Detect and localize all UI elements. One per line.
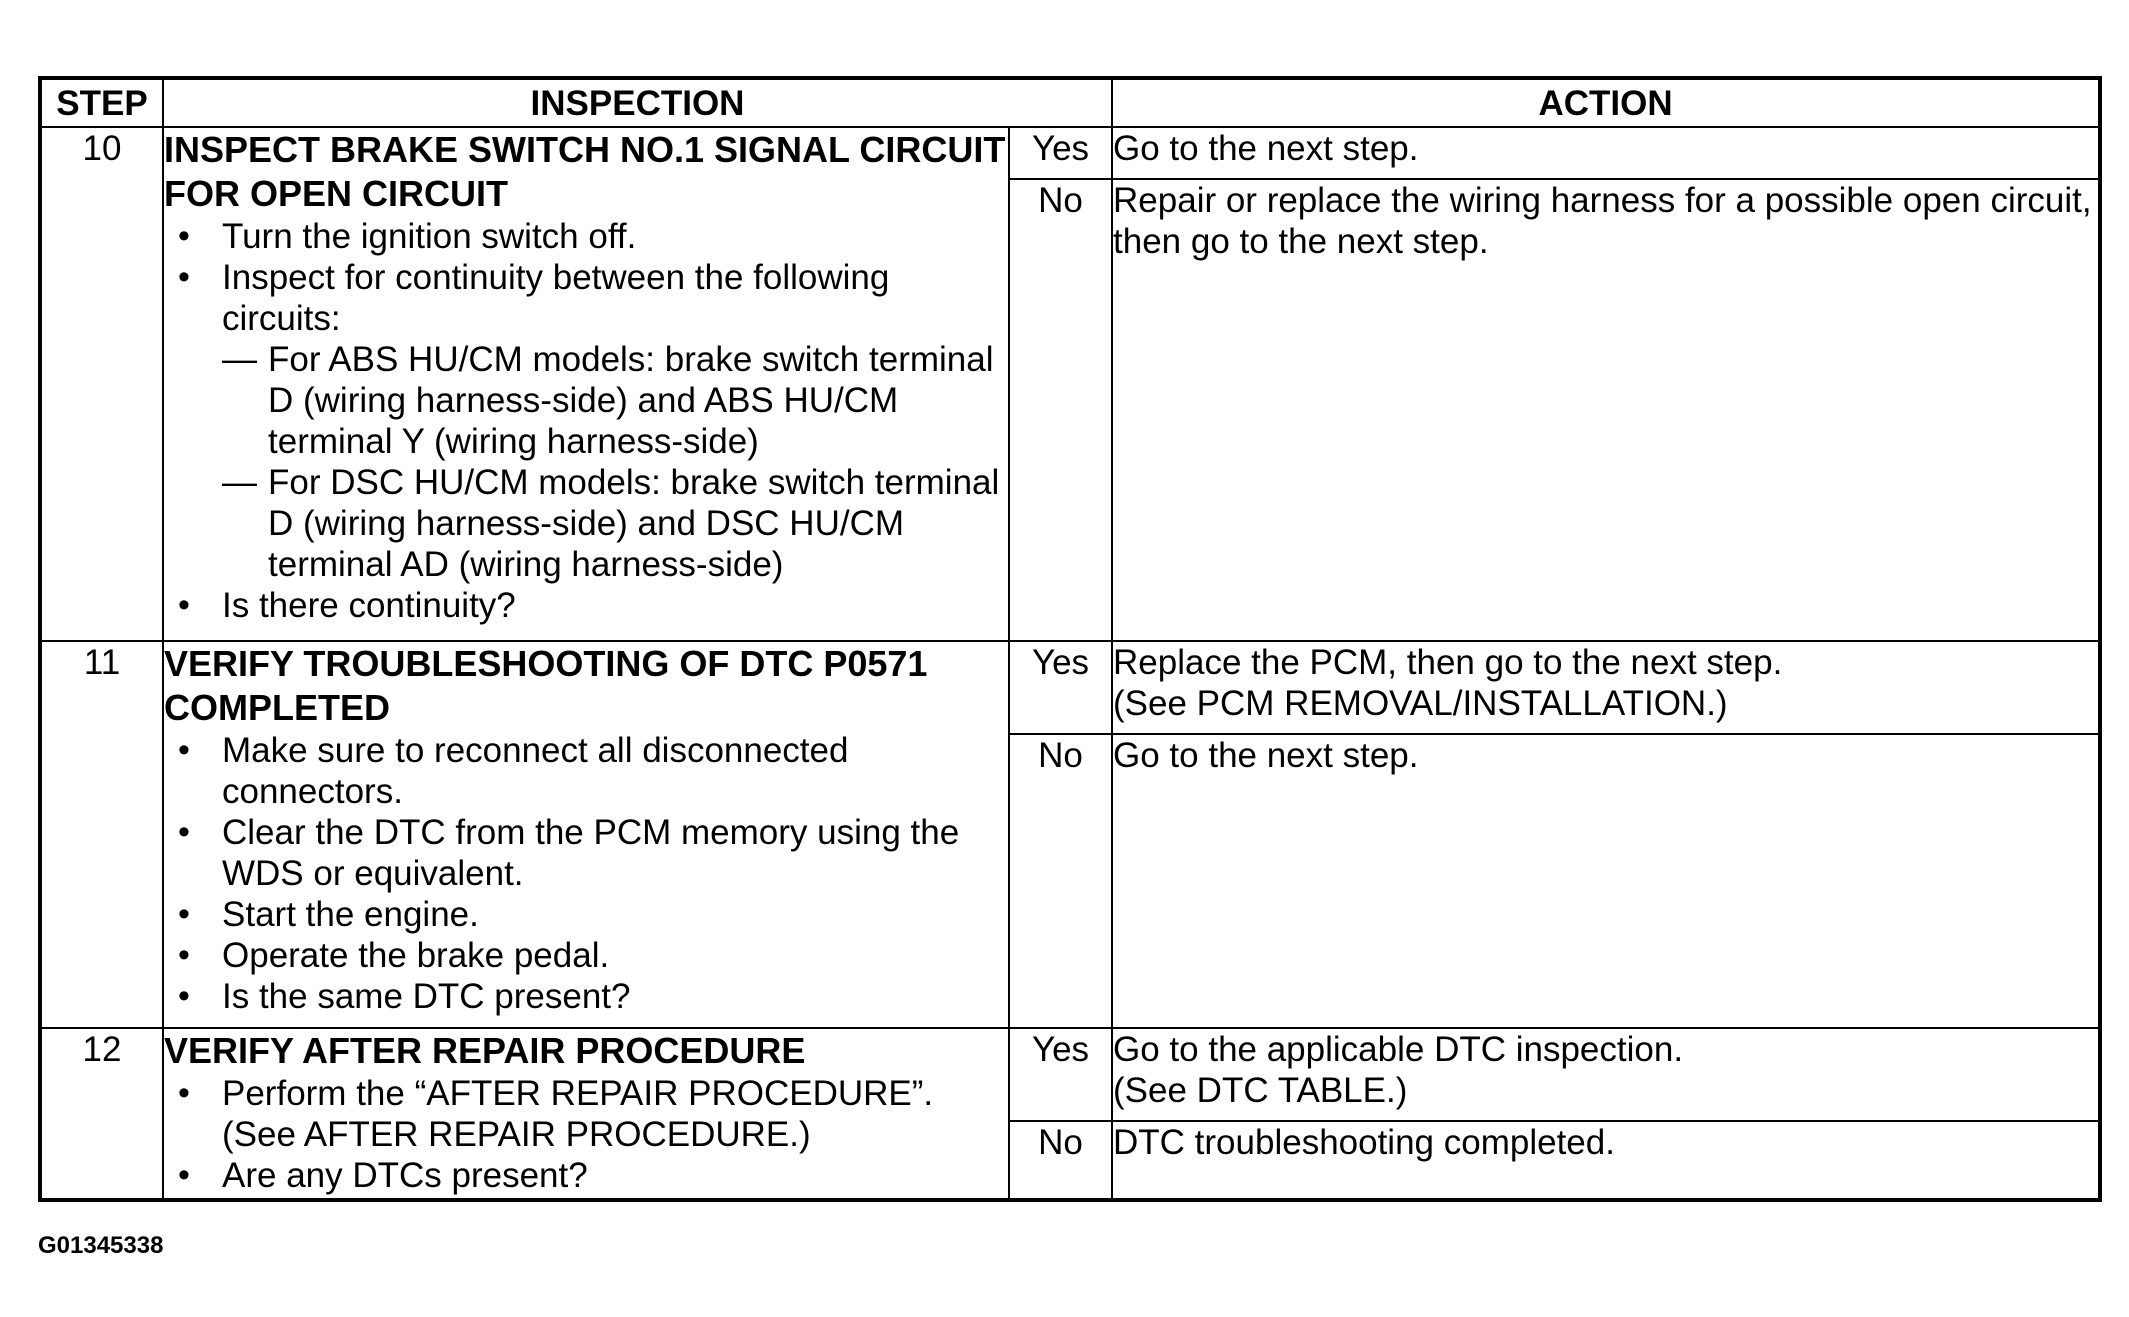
inspection-cell: [163, 1028, 1009, 1200]
bullet-item: [164, 257, 1008, 585]
sub-item: — For DSC HU/CM models: brake switch terminal D (wiring harness-side) and DSC HU/CM terminal AD (wiring harness-side): [222, 462, 1008, 585]
sub-item: — For ABS HU/CM models: brake switch terminal D (wiring harness-side) and ABS HU/CM terminal Y (wiring harness-side): [222, 339, 1008, 462]
bullet-item: • Are any DTCs present?: [164, 1155, 1008, 1196]
yes-action: [1112, 641, 2100, 734]
bullet-item: [164, 1073, 1008, 1155]
yes-action: Go to the next step.: [1112, 127, 2100, 179]
inspection-title: INSPECT BRAKE SWITCH NO.1 SIGNAL CIRCUIT FOR OPEN CIRCUIT: [164, 129, 1006, 214]
bullet-item: • Is there continuity?: [164, 585, 1008, 626]
yes-label: Yes: [1009, 127, 1112, 179]
header-inspection: INSPECTION: [163, 78, 1112, 127]
inspection-bullets: [164, 730, 1008, 1017]
troubleshooting-table: [38, 76, 2102, 1202]
inspection-title: VERIFY AFTER REPAIR PROCEDURE: [164, 1029, 806, 1071]
header-row: [40, 78, 2100, 127]
bullet-item: • Turn the ignition switch off.: [164, 216, 1008, 257]
no-action: Repair or replace the wiring harness for a possible open circuit, then go to the next step.: [1112, 179, 2100, 641]
sub-list: [222, 339, 1008, 585]
step-number: 10: [40, 127, 163, 641]
table-row: [40, 127, 2100, 179]
step-number: 11: [40, 641, 163, 1027]
inspection-cell: [163, 127, 1009, 641]
inspection-cell: [163, 641, 1009, 1027]
step-number: 12: [40, 1028, 163, 1200]
inspection-bullets: [164, 1073, 1008, 1196]
figure-id: G01345338: [38, 1232, 164, 1259]
action-line: (See DTC TABLE.): [1113, 1070, 1408, 1110]
inspection-title: VERIFY TROUBLESHOOTING OF DTC P0571 COMPLETED: [164, 643, 928, 729]
header-step: STEP: [40, 78, 163, 127]
yes-label: Yes: [1009, 641, 1112, 734]
bullet-item: • Start the engine.: [164, 894, 1008, 935]
bullet-item: • Clear the DTC from the PCM memory using the WDS or equivalent.: [164, 812, 1008, 894]
no-action: DTC troubleshooting completed.: [1112, 1121, 2100, 1200]
header-action: ACTION: [1112, 78, 2100, 127]
inspection-bullets: [164, 216, 1008, 626]
action-line: (See PCM REMOVAL/INSTALLATION.): [1113, 684, 1728, 724]
bullet-item: • Is the same DTC present?: [164, 976, 1008, 1017]
bullet-text: • Perform the “AFTER REPAIR PROCEDURE”.: [222, 1073, 934, 1113]
no-action: Go to the next step.: [1112, 734, 2100, 1027]
bullet-item: • Operate the brake pedal.: [164, 935, 1008, 976]
bullet-item: • Make sure to reconnect all disconnected connectors.: [164, 730, 1008, 812]
action-line: Go to the applicable DTC inspection.: [1113, 1029, 1684, 1069]
table-row: [40, 641, 2100, 734]
no-label: No: [1009, 179, 1112, 641]
bullet-text: • Inspect for continuity between the following circuits:: [222, 258, 890, 338]
bullet-text: (See AFTER REPAIR PROCEDURE.): [222, 1114, 811, 1154]
yes-label: Yes: [1009, 1028, 1112, 1121]
yes-action: [1112, 1028, 2100, 1121]
action-line: Replace the PCM, then go to the next step.: [1113, 643, 1783, 683]
no-label: No: [1009, 734, 1112, 1027]
table-row: [40, 1028, 2100, 1121]
no-label: No: [1009, 1121, 1112, 1200]
